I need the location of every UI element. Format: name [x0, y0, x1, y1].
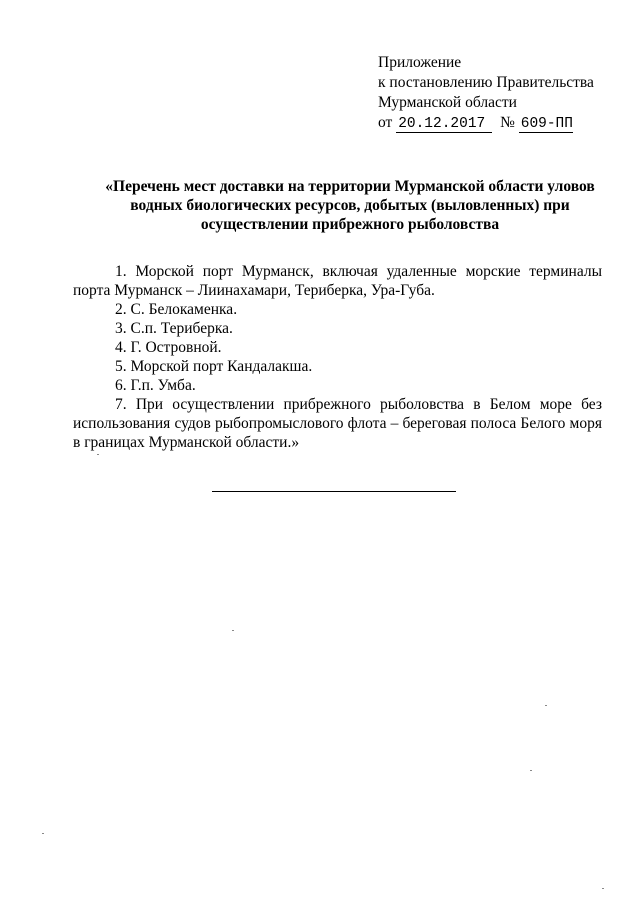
- date-prefix: от: [378, 114, 393, 131]
- list-item: 5. Морской порт Кандалакша.: [115, 358, 313, 375]
- list-item: 6. Г.п. Умба.: [115, 377, 196, 394]
- title-line-2: водных биологических ресурсов, добытых (выловленных) при: [130, 197, 570, 214]
- appendix-region: Мурманской области: [378, 94, 517, 111]
- list-item: 3. С.п. Териберка.: [115, 320, 233, 337]
- decree-date: 20.12.2017: [396, 116, 492, 133]
- scan-speck: [602, 888, 604, 889]
- list-item: 2. С. Белокаменка.: [115, 301, 238, 318]
- scan-speck: [232, 630, 234, 631]
- appendix-decree-ref: к постановлению Правительства: [378, 74, 594, 91]
- list-item: 1. Морской порт Мурманск, включая удаленные морские терминалы порта Мурманск – Лиинахамари, Териберка, Ура-Губа.: [73, 263, 602, 299]
- appendix-header: [378, 53, 594, 133]
- list-item: 7. При осуществлении прибрежного рыболовства в Белом море без использования судов рыбопромыслового флота – береговая полоса Белого моря в границах Мурманской области.»: [73, 396, 602, 451]
- title-line-1: «Перечень мест доставки на территории Мурманской области уловов: [105, 178, 595, 195]
- scan-speck: [530, 770, 532, 771]
- number-prefix: №: [500, 114, 515, 131]
- decree-number: 609-ПП: [520, 116, 573, 132]
- document-title: [100, 177, 600, 234]
- scan-speck: [97, 454, 99, 455]
- appendix-date-line: [378, 113, 594, 133]
- scan-speck: [545, 705, 547, 706]
- title-line-3: осуществлении прибрежного рыболовства: [200, 216, 500, 233]
- scan-speck: [42, 833, 44, 834]
- appendix-label: Приложение: [378, 54, 462, 71]
- list-item: 4. Г. Островной.: [115, 339, 222, 356]
- closing-divider: [212, 491, 456, 492]
- delivery-locations-list: [73, 262, 602, 452]
